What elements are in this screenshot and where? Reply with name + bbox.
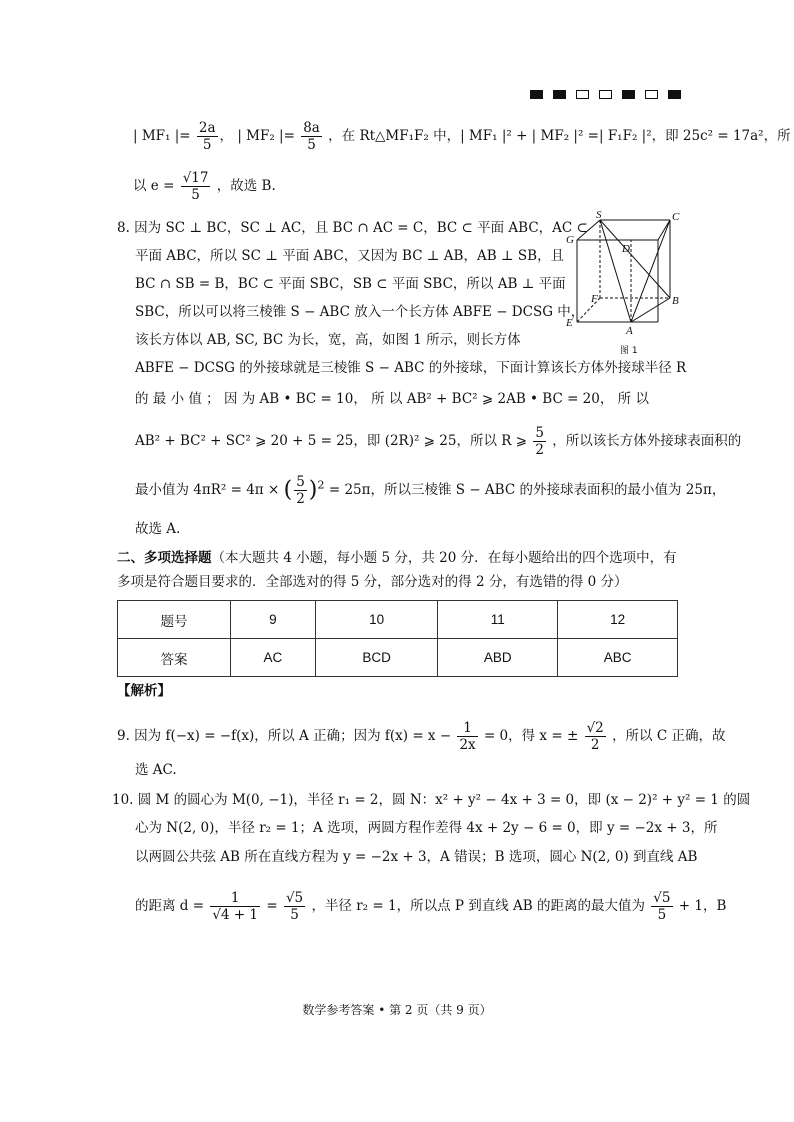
figure-label: D: [622, 243, 630, 255]
fraction: $\frac{1}{2x}$: [459, 720, 476, 753]
fraction: $\frac{5}{2}$: [296, 474, 305, 507]
figure-caption: 图 1: [620, 346, 638, 356]
table-row: [118, 601, 678, 639]
header-mark: [553, 90, 566, 99]
header-mark: [576, 90, 589, 99]
q10-line: 10. 圆 M 的圆心为 M(0, −1)，半径 r₁ = 2，圆 N：x² + y² − 4x + 3 = 0，即 (x − 2)² + y² = 1 的圆: [112, 792, 751, 808]
q8-line: 8. 因为 SC ⊥ BC，SC ⊥ AC，且 BC ∩ AC = C，BC ⊂ 平面 ABC，AC ⊂: [117, 220, 588, 236]
table-cell: 答案: [118, 639, 231, 677]
q7-mf2-lhs: | MF₂ |=: [237, 128, 295, 144]
q7-mf1-lhs: | MF₁ |=: [133, 128, 191, 144]
table-cell: 题号: [118, 601, 231, 639]
table-cell: 10: [315, 601, 438, 639]
table-cell: 12: [558, 601, 678, 639]
q9-line2: 选 AC.: [135, 762, 177, 778]
answer-table: [117, 600, 678, 677]
analysis-label: 【解析】: [117, 683, 171, 699]
q8-line: ABFE − DCSG 的外接球就是三棱锥 S − ABC 的外接球，下面计算该长方体外接球半径 R: [135, 360, 687, 376]
q7-line2: 以 e = $\frac{√17}{5}$ ，故选 B.: [133, 170, 276, 203]
q8-line: 该长方体以 AB, SC, BC 为长，宽，高，如图 1 所示，则长方体: [135, 332, 521, 348]
q8-line: SBC，所以可以将三棱锥 S − ABC 放入一个长方体 ABFE − DCSG 中，: [135, 304, 585, 320]
q10-line: 以两圆公共弦 AB 所在直线方程为 y = −2x + 3，A 错误；B 选项，圆心 N(2, 0) 到直线 AB: [135, 849, 698, 865]
figure-label: S: [596, 210, 602, 221]
figure-label: G: [566, 234, 574, 246]
header-mark: [530, 90, 543, 99]
header-mark: [599, 90, 612, 99]
figure-label: E: [566, 317, 573, 329]
table-cell: 11: [438, 601, 558, 639]
section2-line2: 多项是符合题目要求的．全部选对的得 5 分，部分选对的得 2 分，有选错的得 0 分）: [117, 574, 628, 590]
q8-line: BC ∩ SB = B，BC ⊂ 平面 SBC，SB ⊂ 平面 SBC，所以 AB ⊥ 平面: [135, 276, 566, 292]
fraction: $\frac{√2}{2}$: [586, 720, 604, 753]
figure-label: A: [626, 325, 633, 337]
header-mark: [645, 90, 658, 99]
table-cell: ABC: [558, 639, 678, 677]
q7-rest: ，在 Rt△MF₁F₂ 中，| MF₁ |² + | MF₂ |² =| F₁F₂ |²，即 25c² = 17a²，所: [328, 128, 791, 144]
figure-label: F: [591, 293, 598, 305]
figure-label: C: [672, 211, 680, 223]
table-cell: 9: [231, 601, 316, 639]
section2-line1: 二、多项选择题（本大题共 4 小题，每小题 5 分，共 20 分．在每小题给出的四个选项中，有: [117, 550, 677, 566]
figure-label: B: [672, 295, 679, 307]
q8-line9: 最小值为 4πR² = 4π × ( $\frac{5}{2}$ )$^2$ = 25π，所以三棱锥 S − ABC 的外接球表面积的最小值为 25π，: [135, 474, 726, 507]
q8-line10: 故选 A.: [135, 521, 181, 537]
fraction: $\frac{2a}{5}$: [198, 120, 216, 153]
q8-line: 的 最 小 值 ； 因 为 AB • BC = 10， 所 以 AB² + BC² ⩾ 2AB • BC = 20， 所 以: [135, 391, 649, 407]
figure-1: [560, 210, 690, 360]
q8-line: 平面 ABC，所以 SC ⊥ 平面 ABC，又因为 BC ⊥ AB，AB ⊥ SB，且: [135, 248, 565, 264]
q7-line1: | MF₁ |= $\frac{2a}{5}$ ， | MF₂ |= $\frac{8a}{5}$ ，在 Rt△MF₁F₂ 中，| MF₁ |² + | MF₂ |² =| F₁F₂ |²，即 25c² = 17a²，所: [133, 120, 791, 153]
header-mark: [668, 90, 681, 99]
page-footer: 数学参考答案 • 第 2 页（共 9 页）: [302, 1003, 492, 1017]
table-cell: AC: [231, 639, 316, 677]
table-cell: BCD: [315, 639, 438, 677]
figure-edges: [577, 220, 670, 322]
header-mark: [622, 90, 635, 99]
fraction: $\frac{5}{2}$: [535, 425, 544, 458]
q10-line: 心为 N(2, 0)，半径 r₂ = 1；A 选项，两圆方程作差得 4x + 2y − 6 = 0，即 y = −2x + 3，所: [135, 820, 718, 836]
fraction: $\frac{1}{√4 + 1}$: [212, 890, 259, 923]
fraction: $\frac{√5}{5}$: [653, 890, 671, 923]
section-title: 二、多项选择题: [117, 550, 212, 566]
q8-line8: AB² + BC² + SC² ⩾ 20 + 5 = 25，即 (2R)² ⩾ 25，所以 R ⩾ $\frac{5}{2}$ ，所以该长方体外接球表面积的: [135, 425, 742, 458]
table-cell: ABD: [438, 639, 558, 677]
q9-line1: 9. 因为 f(−x) = −f(x)，所以 A 正确；因为 f(x) = x − $\frac{1}{2x}$ = 0，得 x = ± $\frac{√2}{2}$ ，所以 C 正确，故: [117, 720, 726, 753]
q10-line4: 的距离 d = $\frac{1}{√4 + 1}$ = $\frac{√5}{5}$ ，半径 r₂ = 1，所以点 P 到直线 AB 的距离的最大值为 $\frac{√5}{5}$ + 1，B: [135, 890, 727, 923]
fraction: $\frac{√17}{5}$: [182, 170, 209, 203]
fraction: $\frac{8a}{5}$: [303, 120, 320, 153]
fraction: $\frac{√5}{5}$: [285, 890, 304, 923]
table-row: [118, 639, 678, 677]
